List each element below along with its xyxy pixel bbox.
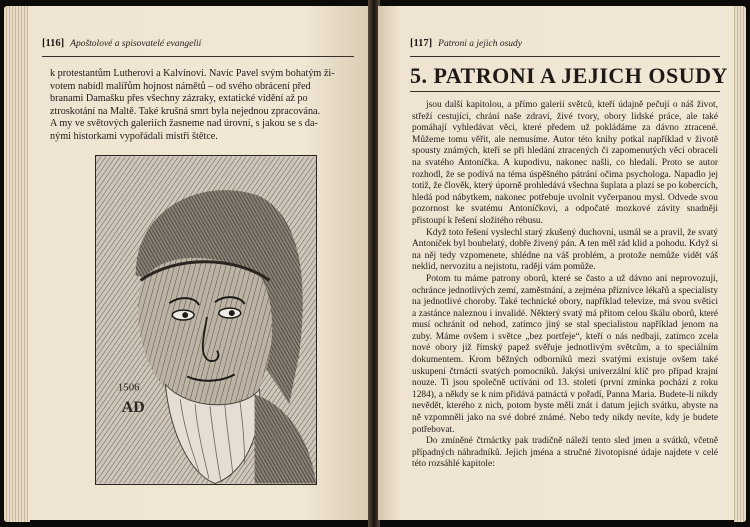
left-line: A my ve světových galeriích žasneme nad úrovní, s jakou se s da-	[50, 118, 318, 130]
engraving-portrait-icon	[95, 155, 317, 485]
right-page-number: [117]	[410, 38, 433, 49]
right-paragraph: jsou další kapitolou, a přímo galerií světců, kteří údajně pečují o náš život, střeží cestující, chrání naše zdraví, živé tvory, obory lidské práce, ale také pomáhají vyhledávat věci, které předem už pokládáme za dávno ztracené. Můžeme tomu věřit, ale nemusíme. Autor této knihy potkal například v životě spousty známých, kteří se při hledání ztracených či zapomenutých věcí obraceli na svatého Antoníčka. A kupodivu, nakonec našli, co hledali. Proto se autor rozhodl, že se podívá na téma úspěšného pátrání očima psychologa. Napadlo jej totiž, že člověk, který úporně prohledává všechna šuplata a plazí se po kobercích, hledá pod nábytkem, nakonec potřebuje uvolnit vyčerpanou mysl. Odvede svou pozornost ke svatému Antoníčkovi, a odpočaté mozkové závity snadněji přistoupí k řešení složitého rébusu.	[412, 100, 718, 226]
left-running-title: Apoštolové a spisovatelé evangelií	[70, 39, 202, 49]
left-line: votem nabídl malířům hojnost námětů – od svého obrácení před	[50, 80, 311, 92]
chapter-title: 5. PATRONI A JEJICH OSUDY	[410, 63, 728, 88]
engraving-year: 1506	[117, 381, 140, 394]
right-paragraph: Potom tu máme patrony oborů, které se často a už dávno ani neprovozují, ochránce jednotlivých zemí, zaměstnání, a zejména příznivce lékařů a specialisty na jednotlivé choroby. Také technické obory, například televize, má svou světici a zastánce naleznou i invalidé. Některý svatý má přitom celou škálu oborů, které musí ochránit od nehod, zatímco jiný se stal specialistou například jenom na zuby. Máme ovšem i světce „bez portfeje“, kteří o nás nedbají, zatímco zcela nové obory již římský papež svěřuje jednotlivým světcům, a to speciálním dokumentem. Krom běžných odborníků mezi svatými existuje ovšem také uskupení čtrnácti svatých pomocníků. Jakýsi univerzální klíč pro případ krajní nouze. Ti jsou společně uctíváni od 13. století (první zmínka pochází z roku 1284), a někdy se k nim přidává patnáctá v pořadí, Panna Maria. Budete-li nikdy nevědět, kterého z nich, potom byste měli znát i datum jejich svátku, abyste na ně vzpomněli jako na své dobré známé. Nebo tedy nikdy nevíte, kdy je budete potřebovat.	[412, 273, 718, 435]
right-paragraph: Do zmíněné čtrnáctky pak tradičně náleží tento sled jmen a svátků, včetně případných náhradníků. Jejich jména a stručné životopisné údaje najdete v celé této rozsáhlé kapitole:	[412, 436, 718, 470]
left-line: ztroskotání na Maltě. Také krušná smrt byla nejednou zpracována.	[50, 105, 321, 117]
left-head-rule	[42, 56, 354, 57]
page-edges-right	[734, 6, 746, 522]
right-paragraph: Když toto řešení vyslechl starý zkušený duchovní, usmál se a pravil, že svatý Antoníček byl boubelatý, dobře živený pán. A ten měl rád klid a pohodu. Když si na něj tedy vzpomenete, shlédne na váš problém, a protože nemůže vidět váš neklid, nervozitu a nejistotu, raději vám pomůže.	[412, 227, 718, 273]
left-running-head	[42, 38, 201, 49]
left-line: nými historkami vypořádali mistři štětce.	[50, 130, 218, 142]
right-running-title: Patroni a jejich osudy	[438, 39, 522, 49]
left-page-number: [116]	[42, 38, 65, 49]
engraving-monogram: AD	[121, 399, 145, 417]
left-line: k protestantům Lutherovi a Kalvínovi. Navíc Pavel svým bohatým ži-	[50, 68, 335, 79]
chapter-title-rule	[410, 91, 720, 92]
right-running-head	[410, 38, 522, 49]
page-edges-left	[4, 6, 30, 522]
right-head-rule	[410, 56, 720, 57]
right-body-text	[412, 100, 718, 471]
left-body-text	[50, 68, 350, 144]
left-line: branami Damašku přes všechny zázraky, extatické vidění až po	[50, 93, 308, 105]
